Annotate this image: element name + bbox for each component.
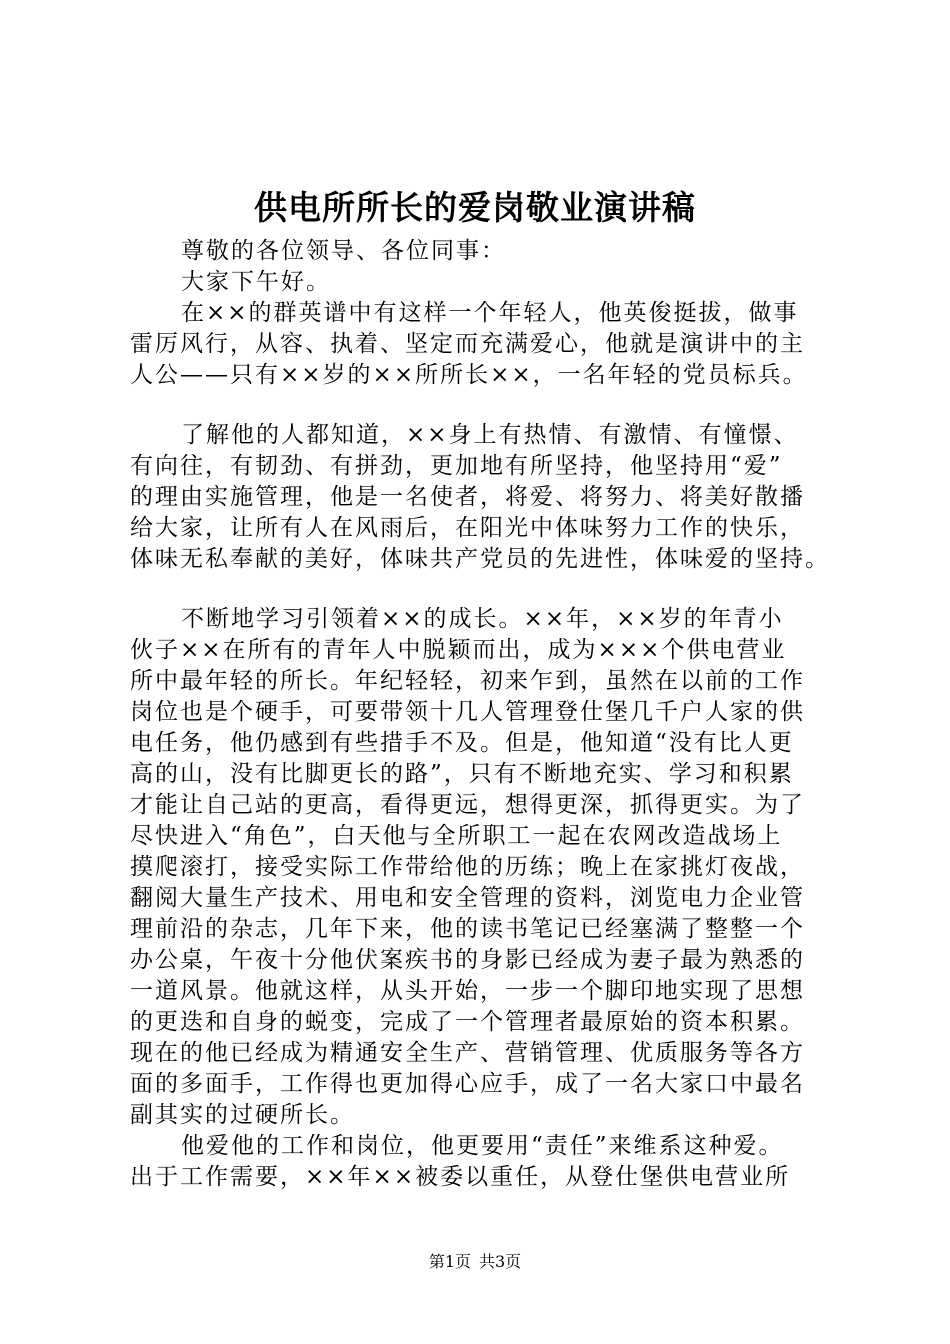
paragraph-line: 岗位也是个硬手，可要带领十几人管理登仕堡几千户人家的供 xyxy=(130,699,805,725)
paragraph-line: 面的多面手，工作得也更加得心应手，成了一名大家口中最名 xyxy=(130,1071,805,1097)
paragraph-line: 尽快进入“角色”，白天他与全所职工一起在农网改造战场上 xyxy=(130,823,783,849)
page-total: 共3页 xyxy=(479,1252,522,1271)
paragraph-line: 不断地学习引领着××的成长。××年，××岁的年青小 xyxy=(181,606,784,632)
paragraph-line: 雷厉风行，从容、执着、坚定而充满爱心，他就是演讲中的主 xyxy=(130,331,805,357)
paragraph-line: 出于工作需要，××年××被委以重任，从登仕堡供电营业所 xyxy=(130,1164,791,1190)
paragraph-gap xyxy=(130,575,830,604)
paragraph-line: 伙子××在所有的青年人中脱颖而出，成为×××个供电营业 xyxy=(130,637,787,663)
paragraph-line: 才能让自己站的更高，看得更远，想得更深，抓得更实。为了 xyxy=(130,792,805,818)
paragraph-line: 高的山，没有比脚更长的路”，只有不断地充实、学习和积累 xyxy=(130,761,794,787)
paragraph-gap xyxy=(130,391,830,420)
salutation: 尊敬的各位领导、各位同事： xyxy=(181,238,506,264)
paragraph-line: 了解他的人都知道，××身上有热情、有激情、有憧憬、 xyxy=(181,422,799,448)
paragraph-line: 人公——只有××岁的××所所长××，一名年轻的党员标兵。 xyxy=(130,362,808,388)
page-number: 第1页 xyxy=(428,1252,471,1271)
paragraph-4 xyxy=(130,1131,830,1193)
paragraph-line: 他爱他的工作和岗位，他更要用“责任”来维系这种爱。 xyxy=(181,1133,784,1159)
paragraph-line: 给大家，让所有人在风雨后，在阳光中体味努力工作的快乐， xyxy=(130,515,805,541)
paragraph-line: 所中最年轻的所长。年纪轻轻，初来乍到，虽然在以前的工作 xyxy=(130,668,805,694)
paragraph-3 xyxy=(130,604,830,1131)
paragraph-line: 理前沿的杂志，几年下来，他的读书笔记已经塞满了整整一个 xyxy=(130,916,805,942)
paragraph-line: 的理由实施管理，他是一名使者，将爱、将努力、将美好散播 xyxy=(130,484,805,510)
paragraph-line: 体味无私奉献的美好，体味共产党员的先进性，体味爱的坚持。 xyxy=(130,546,830,572)
page-footer xyxy=(0,1252,950,1272)
document-title: 供电所所长的爱岗敬业演讲稿 xyxy=(254,188,696,227)
paragraph-line: 有向往，有韧劲、有拼劲，更加地有所坚持，他坚持用“爱” xyxy=(130,453,783,479)
greeting: 大家下午好。 xyxy=(181,269,331,295)
paragraph-line: 在××的群英谱中有这样一个年轻人，他英俊挺拔，做事 xyxy=(181,300,799,326)
paragraph-line: 的更迭和自身的蜕变，完成了一个管理者最原始的资本积累。 xyxy=(130,1009,805,1035)
paragraph-line: 办公桌，午夜十分他伏案疾书的身影已经成为妻子最为熟悉的 xyxy=(130,947,805,973)
paragraph-1 xyxy=(130,298,830,391)
paragraph-line: 摸爬滚打，接受实际工作带给他的历练；晚上在家挑灯夜战， xyxy=(130,854,805,880)
paragraph-line: 电任务，他仍感到有些措手不及。但是，他知道“没有比人更 xyxy=(130,730,794,756)
document-body xyxy=(130,236,830,1193)
paragraph-line: 翻阅大量生产技术、用电和安全管理的资料，浏览电力企业管 xyxy=(130,885,805,911)
paragraph-line: 现在的他已经成为精通安全生产、营销管理、优质服务等各方 xyxy=(130,1040,805,1066)
paragraph-2 xyxy=(130,420,830,575)
paragraph-line: 一道风景。他就这样，从头开始，一步一个脚印地实现了思想 xyxy=(130,978,805,1004)
paragraph-line: 副其实的过硬所长。 xyxy=(130,1102,355,1128)
